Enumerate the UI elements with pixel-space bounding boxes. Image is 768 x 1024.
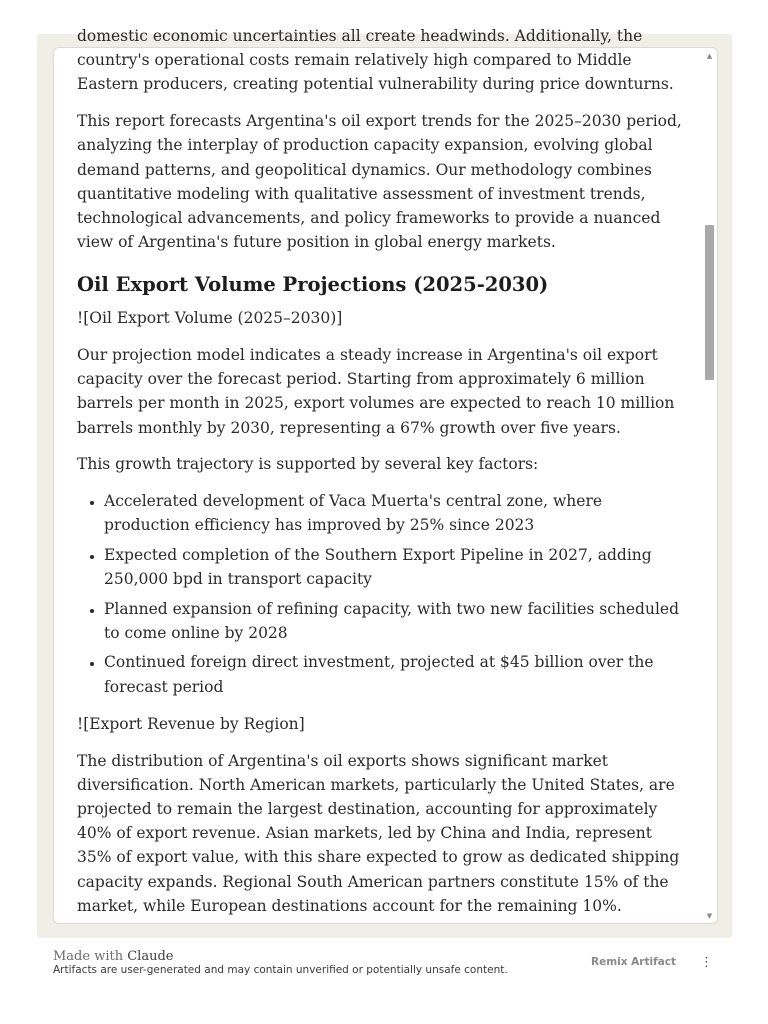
list-item: • Accelerated development of Vaca Muerta's central zone, where production efficiency has improved by 25% since 2023 (104, 489, 683, 537)
footer (0, 940, 768, 1024)
artifact-viewport[interactable] (53, 27, 718, 924)
article-content (54, 24, 704, 930)
paragraph-projection-model: Our projection model indicates a steady increase in Argentina's oil export capacity over the forecast period. Starting from approximately 6 million barrels per month in 2025, export volumes are expected to reach 10 million barrels monthly by 2030, representing a 67% growth over five years. (77, 346, 675, 437)
paragraph-export-distribution: The distribution of Argentina's oil exports shows significant market diversification. North American markets, particularly the United States, are projected to remain the largest destination, accounting for approximately 40% of export revenue. Asian markets, led by China and India, represent 35% of export value, with this share expected to grow as dedicated shipping capacity expands. Regional South American partners constitute 15% of the market, while European destinations account for the remaining 10%. (77, 751, 680, 915)
image-placeholder-volume: ![Oil Export Volume (2025–2030)] (77, 309, 343, 328)
heading-volume-projections: Oil Export Volume Projections (2025-2030) (77, 273, 549, 297)
paragraph-factors-intro: This growth trajectory is supported by several key factors: (77, 455, 539, 474)
paragraph-report-scope: This report forecasts Argentina's oil export trends for the 2025–2030 period, analyzing the interplay of production capacity expansion, evolving global demand patterns, and geopolitical dynamics. Our methodology combines quantitative modeling with qualitative assessment of investment trends, technological advancements, and policy frameworks to provide a nuanced view of Argentina's future position in global energy markets. (77, 112, 682, 252)
more-options-icon[interactable]: ⋮ (700, 955, 713, 970)
scroll-up-icon[interactable]: ▲ (706, 52, 713, 60)
paragraph-intro-tail: domestic economic uncertainties all create headwinds. Additionally, the country's operational costs remain relatively high compared to Middle Eastern producers, creating potential vulnerability during price downturns. (77, 27, 674, 94)
image-placeholder-region: ![Export Revenue by Region] (77, 714, 305, 733)
remix-artifact-button[interactable]: Remix Artifact (591, 956, 676, 968)
disclaimer-text: Artifacts are user-generated and may contain unverified or potentially unsafe content. (53, 964, 508, 976)
vertical-scrollbar[interactable] (705, 48, 714, 923)
claude-brand-link[interactable]: Claude (127, 949, 174, 964)
made-with-text: Made with (53, 949, 124, 964)
list-item: • Planned expansion of refining capacity, with two new facilities scheduled to come online by 2028 (104, 597, 683, 645)
list-item: • Expected completion of the Southern Export Pipeline in 2027, adding 250,000 bpd in transport capacity (104, 543, 683, 591)
list-item: • Continued foreign direct investment, projected at $45 billion over the forecast period (104, 650, 683, 698)
scroll-down-icon[interactable]: ▼ (706, 912, 713, 920)
factors-list (77, 489, 683, 699)
made-with-label (53, 949, 173, 964)
scrollbar-thumb[interactable] (705, 225, 714, 380)
